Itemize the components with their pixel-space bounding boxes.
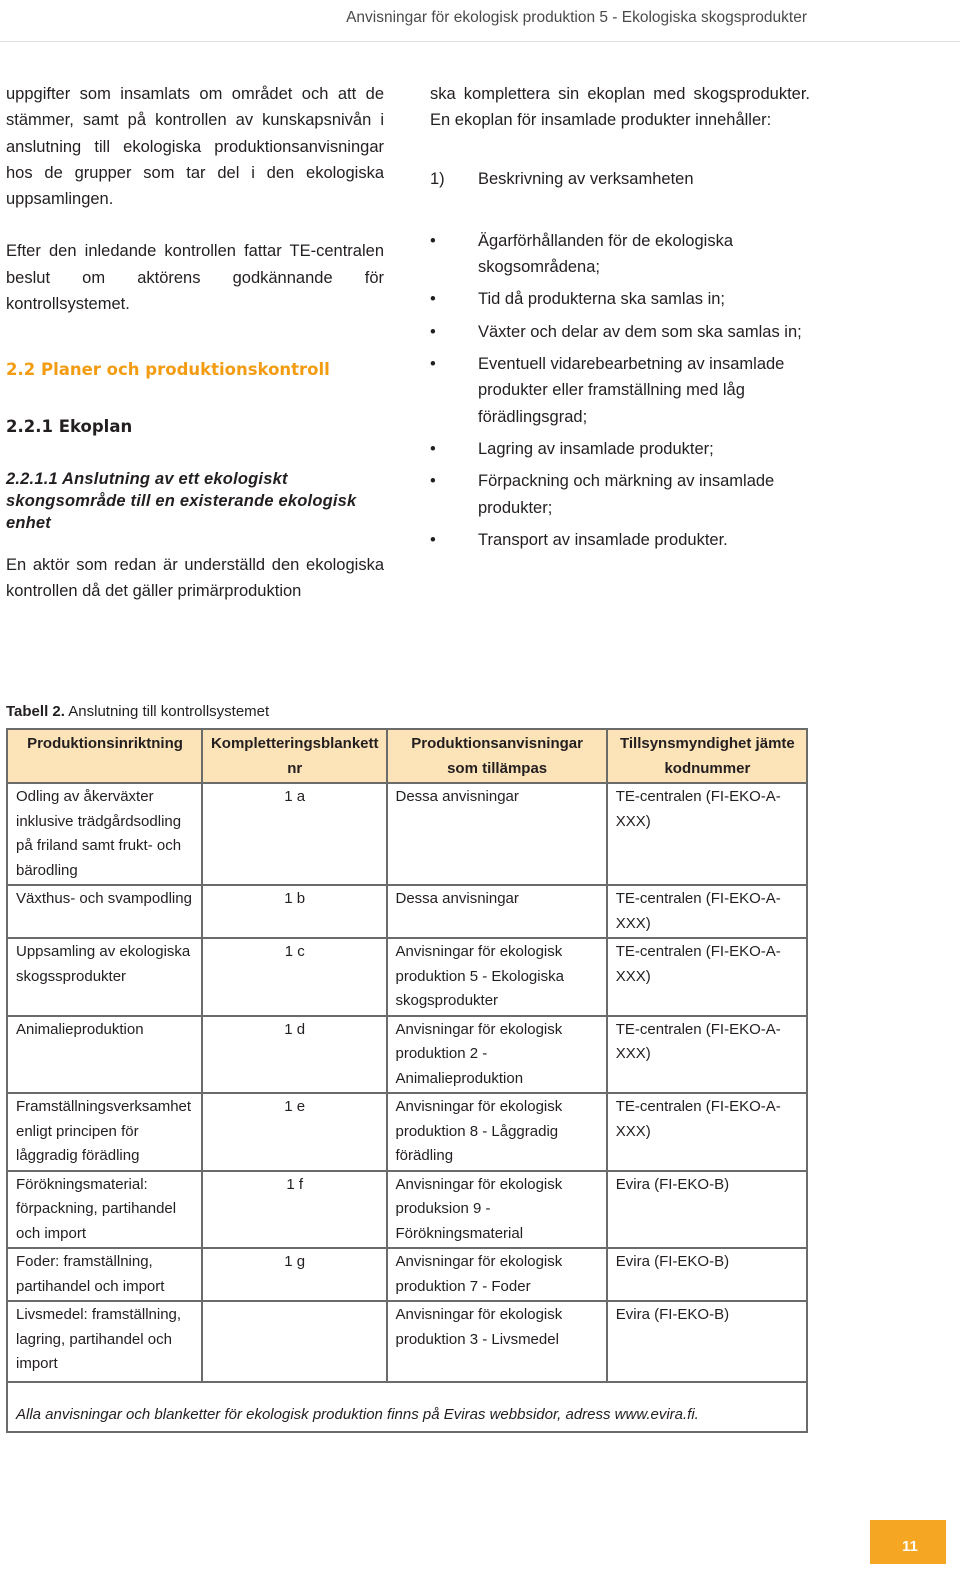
table-cell: Anvisningar för ekologisk produktion 8 - Låggradig förädling (387, 1093, 607, 1171)
table-cell: 1 d (202, 1016, 387, 1094)
table-row (7, 885, 807, 938)
left-paragraph-2: Efter den inledande kontrollen fattar TE-centralen beslut om aktörens godkännande för kontrollsystemet. (6, 242, 384, 314)
bullet-icon: • (430, 322, 436, 341)
table-cell: 1 e (202, 1093, 387, 1171)
table-row (7, 938, 807, 1016)
table-cell: 1 b (202, 885, 387, 938)
numbered-item-text: Beskrivning av verksamheten (478, 169, 694, 188)
section-heading-2-2: 2.2 Planer och produktionskontroll (6, 360, 330, 380)
bullet-icon: • (430, 231, 436, 250)
table-cell: Animalieproduktion (7, 1016, 202, 1094)
page-number: 11 (870, 1520, 946, 1564)
list-item (430, 468, 810, 521)
right-column (430, 81, 810, 559)
column-header: Produktionsinriktning (7, 729, 202, 783)
list-item-text: Växter och delar av dem som ska samlas in; (478, 322, 802, 341)
table-cell: TE-centralen (FI-EKO-A-XXX) (607, 885, 807, 938)
table-cell: Anvisningar för ekologisk produktion 3 - Livsmedel (387, 1301, 607, 1382)
bullet-icon: • (430, 530, 436, 549)
bullet-list (430, 228, 810, 553)
numbered-item (430, 166, 810, 192)
table-cell: Odling av åkerväxter inklusive trädgårdsodling på friland samt frukt- och bärodling (7, 783, 202, 885)
list-item (430, 228, 810, 281)
list-item-text: Lagring av insamlade produkter; (478, 439, 714, 458)
table-cell: Dessa anvisningar (387, 783, 607, 885)
table-footnote-row (7, 1382, 807, 1433)
left-paragraph-3: En aktör som redan är underställd den ekologiska kontrollen då det gäller primärproduktion (6, 555, 384, 601)
left-column (6, 81, 384, 605)
bullet-icon: • (430, 472, 436, 491)
table-cell: Anvisningar för ekologisk produksion 9 - Förökningsmaterial (387, 1171, 607, 1249)
list-item-text: Transport av insamlade produkter. (478, 530, 728, 549)
table-cell: Evira (FI-EKO-B) (607, 1171, 807, 1249)
table-row (7, 783, 807, 885)
table-row (7, 1171, 807, 1249)
right-paragraph-1: ska komplettera sin ekoplan med skogsprodukter. En ekoplan för insamlade produkter innehåller: (430, 85, 810, 130)
table-cell: Anvisningar för ekologisk produktion 5 - Ekologiska skogsprodukter (387, 938, 607, 1016)
left-paragraph-1: uppgifter som insamlats om området och att de stämmer, samt på kontrollen av kunskapsnivån i anslutning till ekologiska produktionsanvisningar hos de grupper som tar del i den ekologiska uppsamlingen. (6, 85, 384, 209)
table-cell (202, 1301, 387, 1382)
table-cell: TE-centralen (FI-EKO-A-XXX) (607, 783, 807, 885)
table-caption-text: Anslutning till kontrollsystemet (64, 703, 270, 720)
list-item (430, 527, 810, 553)
bullet-icon: • (430, 290, 436, 309)
table-header-row (7, 729, 807, 783)
table-row (7, 1016, 807, 1094)
list-item-text: Förpackning och märkning av insamlade produkter; (478, 472, 775, 517)
table-cell: Evira (FI-EKO-B) (607, 1301, 807, 1382)
table-cell: Anvisningar för ekologisk produktion 7 - Foder (387, 1248, 607, 1301)
running-header: Anvisningar för ekologisk produktion 5 - Ekologiska skogsprodukter (0, 0, 960, 42)
list-item-text: Eventuell vidarebearbetning av insamlade produkter eller framställning med låg förädlingsgrad; (478, 355, 785, 426)
section-heading-2-2-1: 2.2.1 Ekoplan (6, 416, 133, 436)
table-cell: Uppsamling av ekologiska skogssprodukter (7, 938, 202, 1016)
table-row (7, 1248, 807, 1301)
section-heading-2-2-1-1: 2.2.1.1 Anslutning av ett ekologiskt skongsområde till en existerande ekologisk enhet (6, 469, 357, 532)
numbered-item-number: 1) (430, 169, 445, 188)
bullet-icon: • (430, 355, 436, 374)
table-cell: Livsmedel: framställning, lagring, partihandel och import (7, 1301, 202, 1382)
table-footnote: Alla anvisningar och blanketter för ekologisk produktion finns på Eviras webbsidor, adress www.evira.fi. (7, 1382, 807, 1433)
table-cell: 1 f (202, 1171, 387, 1249)
table-caption-label: Tabell 2. (6, 703, 65, 720)
table-cell: TE-centralen (FI-EKO-A-XXX) (607, 938, 807, 1016)
list-item (430, 286, 810, 312)
table-row (7, 1301, 807, 1382)
table-cell: 1 a (202, 783, 387, 885)
list-item (430, 351, 810, 430)
list-item (430, 436, 810, 462)
bullet-icon: • (430, 439, 436, 458)
control-system-table (6, 728, 808, 1433)
table-cell: TE-centralen (FI-EKO-A-XXX) (607, 1093, 807, 1171)
list-item (430, 319, 810, 345)
list-item-text: Ägarförhållanden för de ekologiska skogsområdena; (478, 231, 734, 277)
table-cell: Evira (FI-EKO-B) (607, 1248, 807, 1301)
table-cell: TE-centralen (FI-EKO-A-XXX) (607, 1016, 807, 1094)
table-row (7, 1093, 807, 1171)
column-header: Tillsynsmyndighet jämte kodnummer (607, 729, 807, 783)
table-cell: Förökningsmaterial: förpackning, partihandel och import (7, 1171, 202, 1249)
table-cell: Anvisningar för ekologisk produktion 2 - Animalieproduktion (387, 1016, 607, 1094)
table-caption (6, 703, 269, 720)
column-header: Produktionsanvisningar som tillämpas (387, 729, 607, 783)
list-item-text: Tid då produkterna ska samlas in; (478, 290, 726, 309)
table-cell: Framställningsverksamhet enligt principen för låggradig förädling (7, 1093, 202, 1171)
table-cell: Foder: framställning, partihandel och import (7, 1248, 202, 1301)
table-cell: Dessa anvisningar (387, 885, 607, 938)
column-header: Kompletteringsblankett nr (202, 729, 387, 783)
table-cell: 1 c (202, 938, 387, 1016)
table-cell: Växthus- och svampodling (7, 885, 202, 938)
table-cell: 1 g (202, 1248, 387, 1301)
